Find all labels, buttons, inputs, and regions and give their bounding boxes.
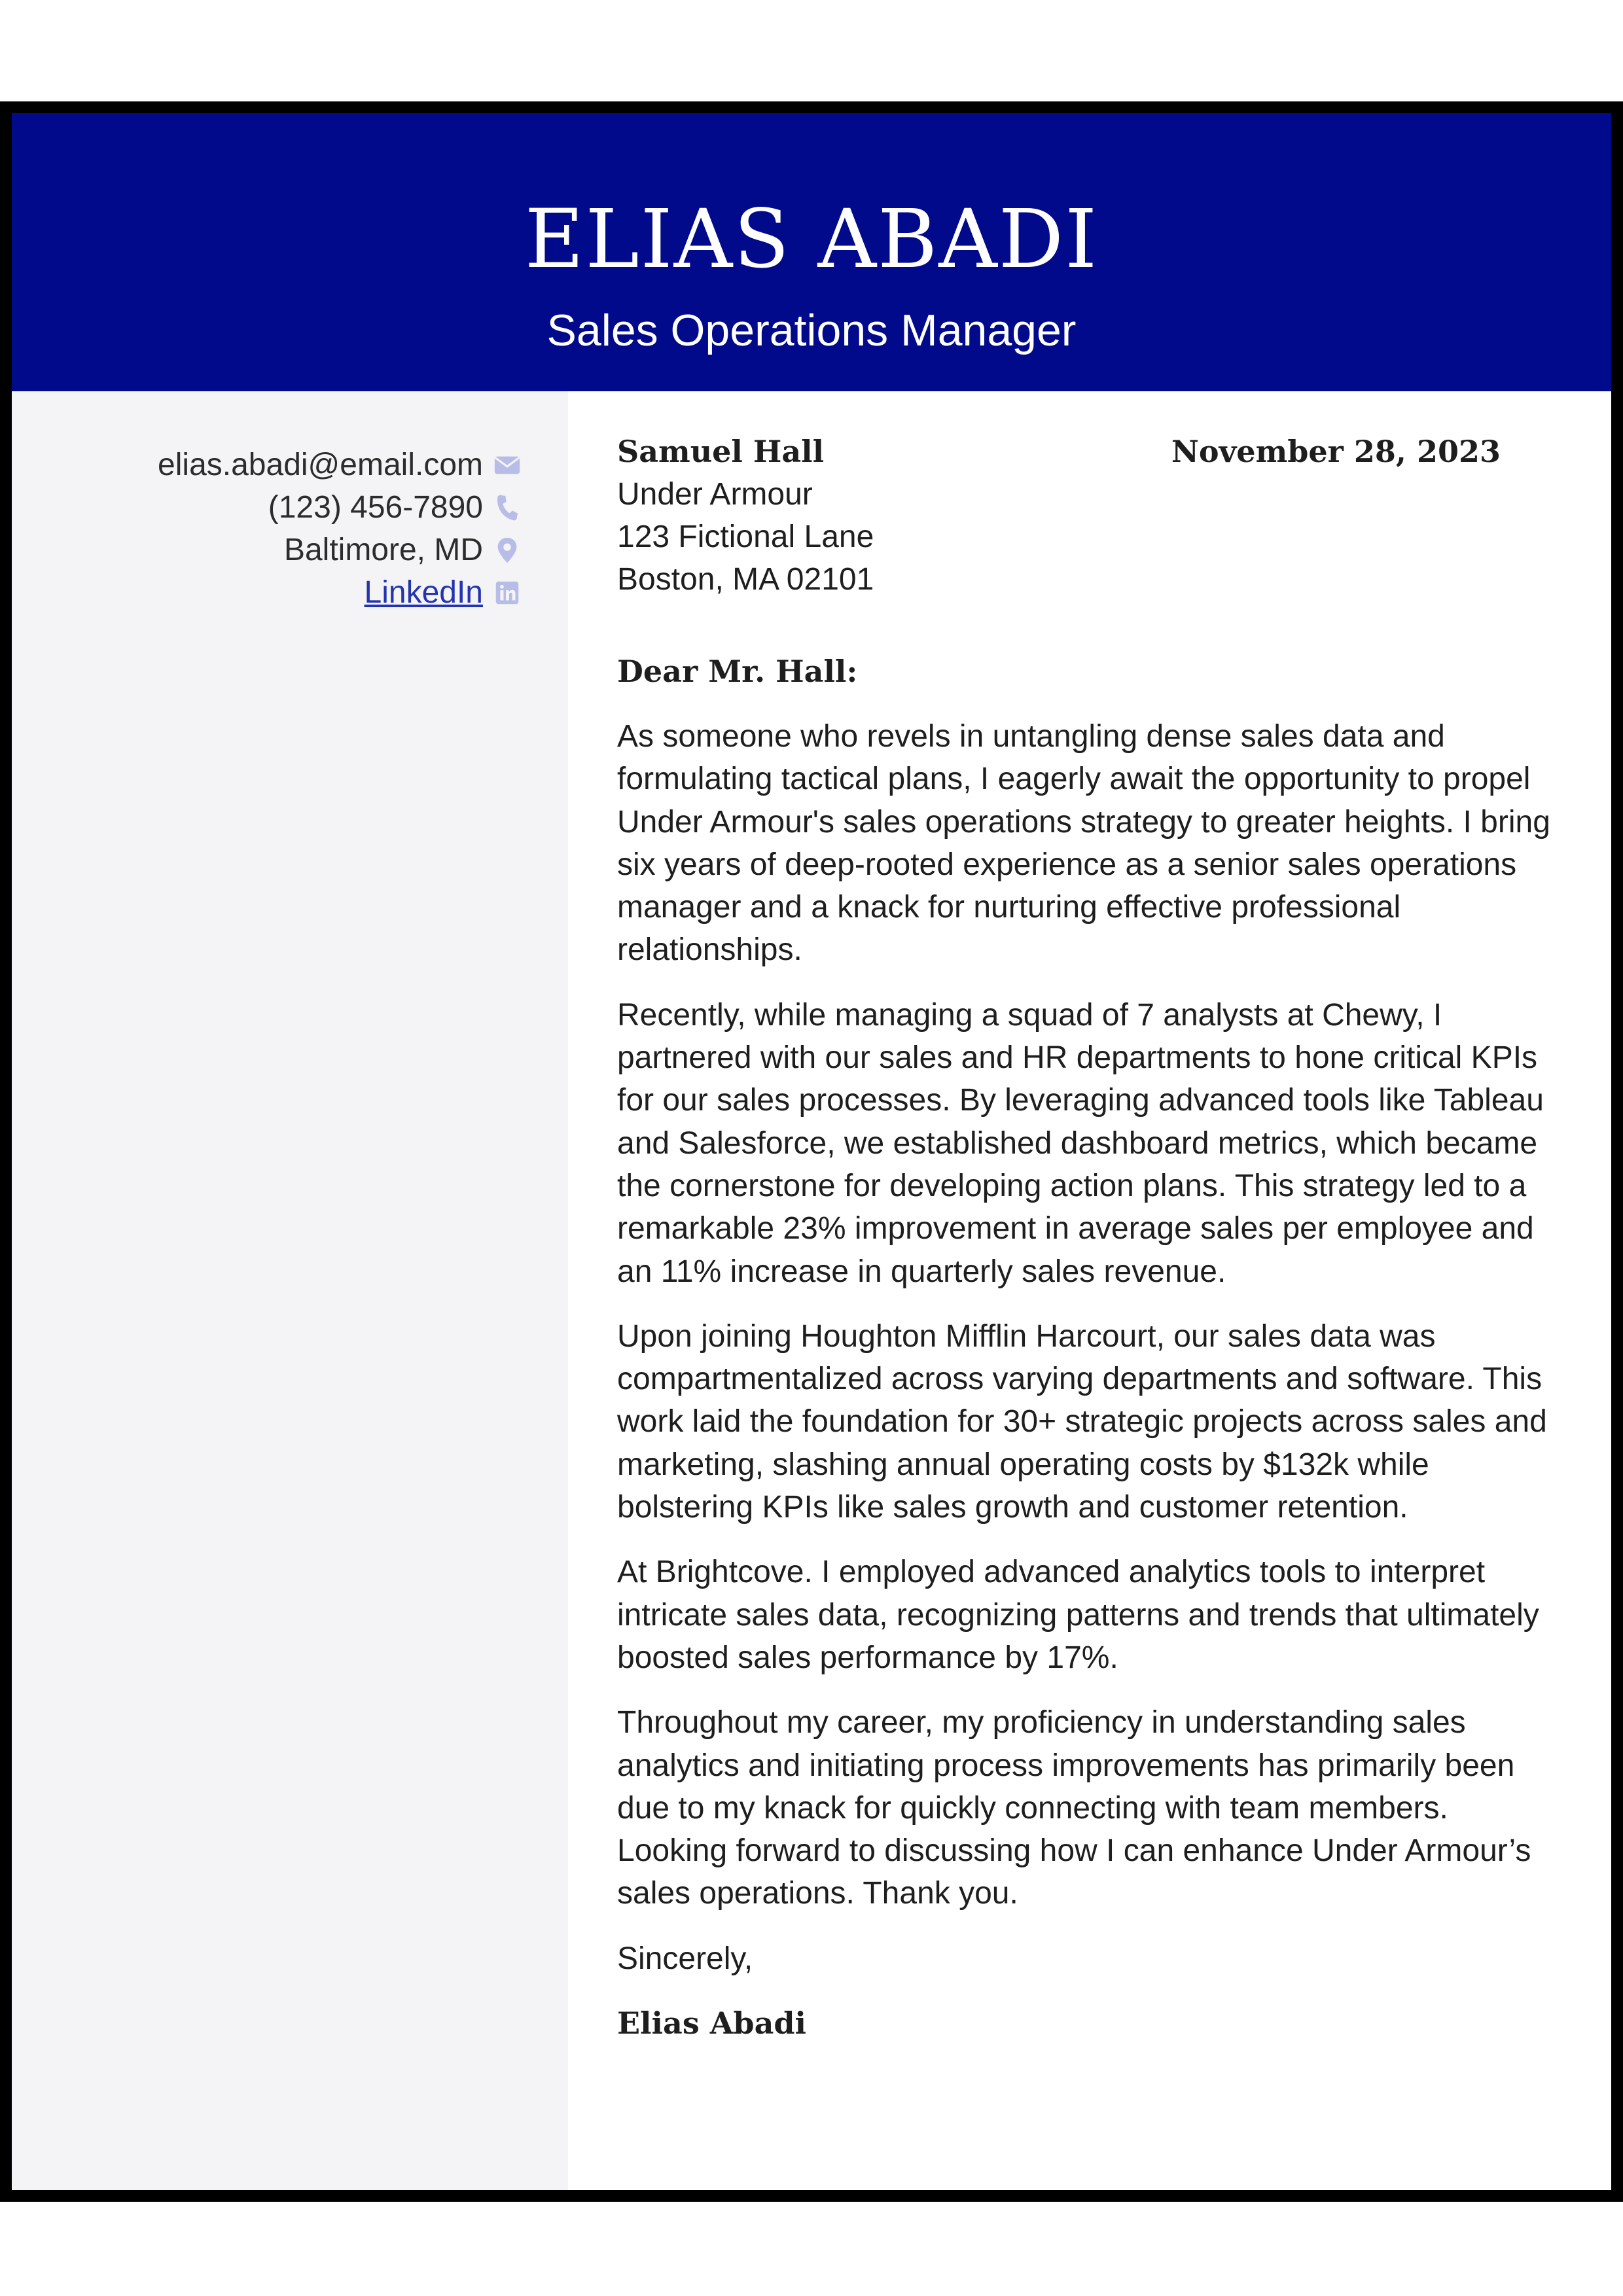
recipient-city: Boston, MA 02101 xyxy=(617,562,874,597)
paragraph-4: At Brightcove. I employed advanced analytics tools to interpret intricate sales data, recognizing patterns and trends that ultimately boosted sales performance by 17%. xyxy=(617,1555,1539,1675)
phone-text[interactable]: (123) 456-7890 xyxy=(268,490,483,525)
closing: Sincerely, xyxy=(617,1941,753,1976)
signature: Elias Abadi xyxy=(617,2005,807,2041)
letter-body xyxy=(617,431,1566,2045)
header-banner xyxy=(12,113,1611,391)
contact-email xyxy=(158,444,522,486)
applicant-name: ELIAS ABADI xyxy=(524,192,1099,287)
applicant-role: Sales Operations Manager xyxy=(546,306,1077,355)
envelope-icon xyxy=(492,450,522,480)
resume-page xyxy=(0,101,1623,2202)
letter-date: November 28, 2023 xyxy=(1171,434,1501,469)
salutation: Dear Mr. Hall: xyxy=(617,654,858,689)
email-text[interactable]: elias.abadi@email.com xyxy=(158,448,483,482)
contact-list xyxy=(158,444,522,614)
contact-location xyxy=(158,529,522,571)
recipient-name: Samuel Hall xyxy=(617,434,825,469)
linkedin-link[interactable]: LinkedIn xyxy=(364,575,483,610)
paragraph-2: Recently, while managing a squad of 7 analysts at Chewy, I partnered with our sales and HR departments to hone critical KPIs for our sales processes. By leveraging advanced tools like Tableau and Salesforce, we established dashboard metrics, which became the cornerstone for developing action plans. This strategy led to a remarkable 23% improvement in average sales per employee and an 11% increase in quarterly sales revenue. xyxy=(617,997,1544,1289)
contact-phone xyxy=(158,486,522,529)
paragraph-3: Upon joining Houghton Mifflin Harcourt, our sales data was compartmentalized across varying departments and software. This work laid the foundation for 30+ strategic projects across sales and marketing, slashing annual operating costs by $132k while bolstering KPIs like sales growth and customer retention. xyxy=(617,1318,1547,1525)
recipient-street: 123 Fictional Lane xyxy=(617,520,874,554)
paragraph-1: As someone who revels in untangling dense sales data and formulating tactical plans, I eagerly await the opportunity to propel Under Armour's sales operations strategy to greater heights. I bring six years of deep-rooted experience as a senior sales operations manager and a knack for nurturing effective professional relationships. xyxy=(617,719,1550,968)
paragraph-5: Throughout my career, my proficiency in understanding sales analytics and initiating process improvements has primarily been due to my knack for quickly connecting with team members. Looking forward to discussing how I can enhance Under Armour’s sales operations. Thank you. xyxy=(617,1705,1531,1911)
linkedin-icon xyxy=(492,578,522,608)
map-pin-icon xyxy=(492,535,522,565)
recipient-company: Under Armour xyxy=(617,477,813,512)
phone-icon xyxy=(492,493,522,523)
contact-linkedin xyxy=(158,571,522,614)
contact-sidebar xyxy=(12,391,568,2190)
location-text: Baltimore, MD xyxy=(283,533,483,567)
recipient-block xyxy=(617,431,1566,601)
